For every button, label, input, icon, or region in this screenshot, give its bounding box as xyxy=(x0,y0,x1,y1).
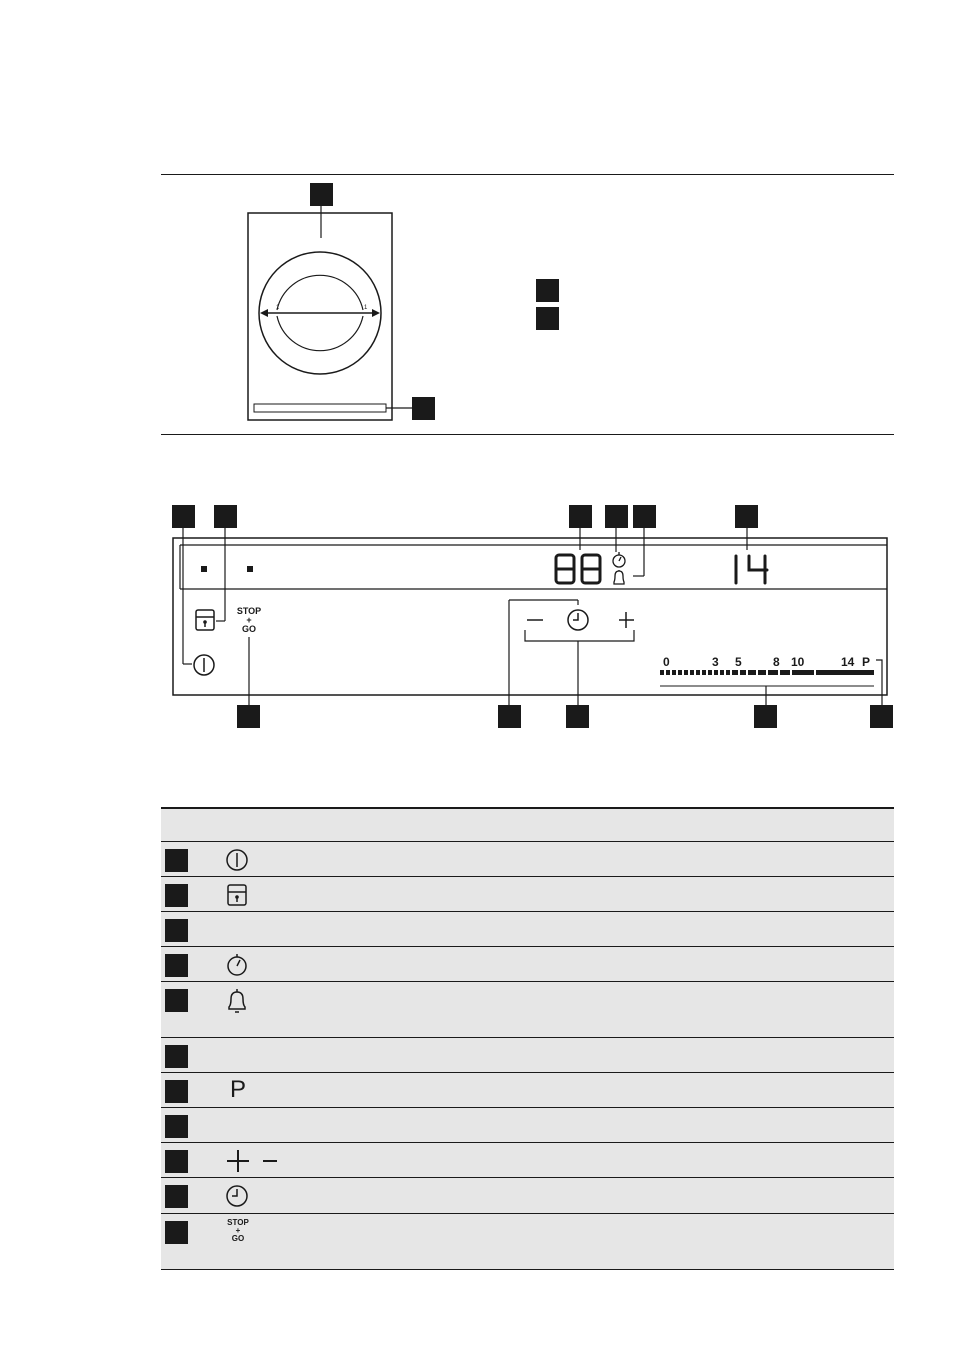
table-row-4 xyxy=(161,947,894,982)
table-row-8 xyxy=(161,1108,894,1143)
table-row-10 xyxy=(161,1178,894,1214)
stopwatch-icon xyxy=(225,953,249,982)
table-row-6 xyxy=(161,1038,894,1073)
callout-square xyxy=(165,1045,188,1068)
table-header-row xyxy=(161,809,894,842)
table-row-2 xyxy=(161,877,894,912)
scale-label-8: 8 xyxy=(773,655,780,669)
scale-label-0: 0 xyxy=(663,655,670,669)
bell-icon xyxy=(225,988,249,1019)
lock-icon xyxy=(225,883,249,912)
zone-mark-left: 1 xyxy=(276,305,280,311)
callout-square xyxy=(165,1115,188,1138)
table-row-3 xyxy=(161,912,894,947)
stop-go-top: STOP xyxy=(236,606,262,616)
callout-square xyxy=(165,849,188,872)
power-icon xyxy=(225,848,249,877)
callout-square xyxy=(165,884,188,907)
callout-square xyxy=(165,1150,188,1173)
scale-label-5: 5 xyxy=(735,655,742,669)
legend-square-2 xyxy=(536,307,559,330)
callout-square xyxy=(165,1221,188,1244)
table-row-9 xyxy=(161,1143,894,1178)
top-rule xyxy=(161,174,894,175)
mid-rule xyxy=(161,434,894,435)
callout-square xyxy=(165,919,188,942)
zone-mark-right: 1 xyxy=(364,305,368,311)
stop-go-mid: + xyxy=(246,615,252,625)
callout-square xyxy=(165,1185,188,1208)
cooking-zone-diagram xyxy=(240,180,440,425)
control-panel-diagram xyxy=(160,500,900,735)
stop-go-mid: + xyxy=(235,1226,241,1235)
stop-go-table-label xyxy=(223,1219,253,1243)
table-row-1 xyxy=(161,842,894,877)
p-label: P xyxy=(230,1076,247,1103)
plus-minus-icon xyxy=(225,1149,285,1178)
stop-go-bot: GO xyxy=(231,1234,245,1243)
table-row-11 xyxy=(161,1214,894,1270)
stop-go-label xyxy=(234,607,264,634)
stop-go-top: STOP xyxy=(227,1218,249,1227)
callout-square xyxy=(165,1080,188,1103)
table-row-5 xyxy=(161,982,894,1038)
callout-square xyxy=(165,989,188,1012)
callout-square xyxy=(165,954,188,977)
table-row-7 xyxy=(161,1073,894,1108)
scale-label-14: 14 xyxy=(841,655,855,669)
legend-square-1 xyxy=(536,279,559,302)
clock-icon xyxy=(225,1184,249,1213)
stop-go-bot: GO xyxy=(241,624,256,634)
scale-label-3: 3 xyxy=(712,655,719,669)
scale-label-10: 10 xyxy=(791,655,805,669)
scale-label-p: P xyxy=(862,655,871,669)
